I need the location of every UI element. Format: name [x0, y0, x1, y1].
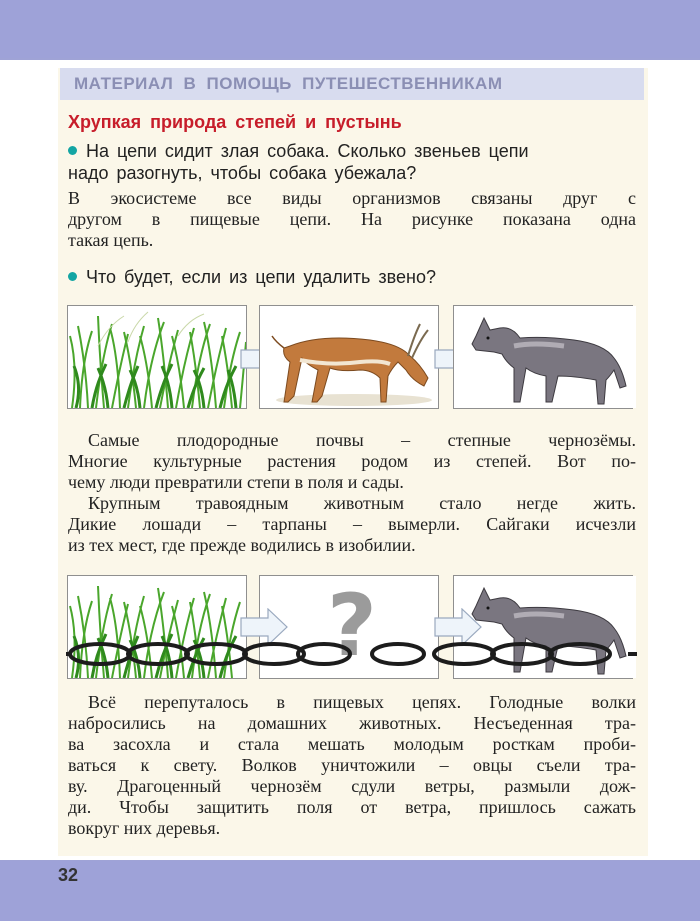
paragraph-2-line: Дикие лошади – тарпаны – вымерли. Сайгаки исчезли: [68, 514, 636, 534]
paragraph-3-line: вокруг них деревья.: [68, 818, 221, 838]
page-number: 32: [58, 865, 79, 885]
question-2-text: Что будет, если из цепи удалить звено?: [86, 267, 437, 287]
paragraph-3: [68, 692, 636, 839]
question-1-line-1: На цепи сидит злая собака. Сколько звеньев цепи: [86, 141, 529, 161]
paragraph-3-line: Всё перепуталось в пищевых цепях. Голодные волки: [88, 692, 636, 712]
wolf-image: [454, 306, 636, 408]
page-title: Хрупкая природа степей и пустынь: [68, 112, 402, 132]
wolf-frame: [453, 305, 633, 409]
saiga-image: [260, 306, 438, 408]
paragraph-2-line: Крупным травоядным животным стало негде жить.: [88, 493, 636, 513]
broken-chain-icon: [66, 640, 637, 668]
paragraph-3-line: набросились на домашних животных. Несъеденная тра-: [68, 713, 636, 733]
section-header: [60, 68, 644, 100]
paragraph-2: [68, 430, 636, 556]
paragraph-1-line: такая цепь.: [68, 230, 154, 250]
paragraph-3-line: ва засохла и стала мешать молодым росткам проби-: [68, 734, 636, 754]
paragraph-3-line: ди. Чтобы защитить поля от ветра, пришлось сажать: [68, 797, 636, 817]
paragraph-1-line: другом в пищевые цепи. На рисунке показана одна: [68, 209, 636, 229]
grass-image: [68, 306, 246, 408]
paragraph-2-line: из тех мест, где прежде водились в изобилии.: [68, 535, 416, 555]
paragraph-2-line: чему люди превратили степи в поля и сады.: [68, 472, 404, 492]
paragraph-3-line: ву. Драгоценный чернозём сдули ветры, размыли дож-: [68, 776, 636, 796]
grass-frame: [67, 305, 247, 409]
bullet-icon: [68, 272, 77, 281]
saiga-frame: [259, 305, 439, 409]
paragraph-2-line: Многие культурные растения родом из степей. Вот по-: [68, 451, 636, 471]
section-header-text: МАТЕРИАЛ В ПОМОЩЬ ПУТЕШЕСТВЕННИКАМ: [74, 74, 503, 93]
paragraph-1: [68, 188, 636, 251]
paragraph-2-line: Самые плодородные почвы – степные чернозёмы.: [88, 430, 636, 450]
bullet-icon: [68, 146, 77, 155]
paragraph-3-line: ваться к свету. Волков уничтожили – овцы съели тра-: [68, 755, 636, 775]
question-1: [68, 140, 529, 184]
paragraph-1-line: В экосистеме все виды организмов связаны друг с: [68, 188, 636, 208]
bottom-band: [0, 861, 700, 921]
top-band: [0, 0, 700, 58]
question-2: [68, 266, 436, 288]
question-1-line-2: надо разогнуть, чтобы собака убежала?: [68, 163, 417, 183]
missing-link-question-mark: ?: [327, 576, 377, 676]
